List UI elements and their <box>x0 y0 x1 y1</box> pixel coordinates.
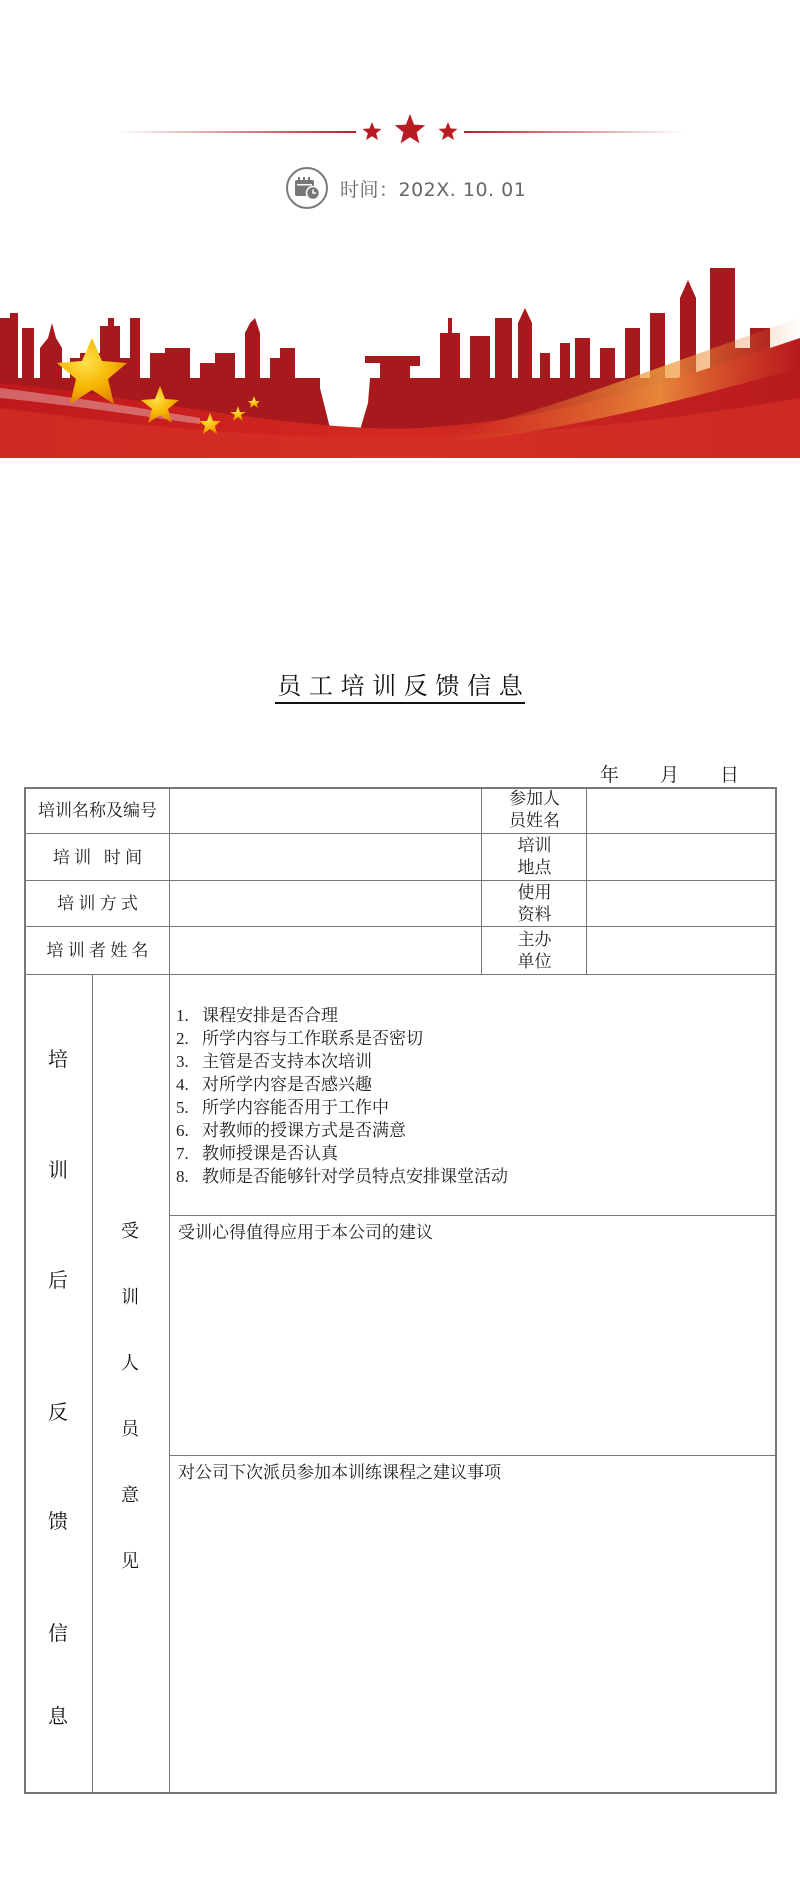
field-organizer[interactable] <box>588 928 775 974</box>
question-item <box>176 1004 508 1027</box>
row-divider <box>169 1455 777 1456</box>
ornament-line-left <box>118 131 356 133</box>
question-number: 3. <box>176 1052 189 1071</box>
suggestion-next-course-field[interactable] <box>171 1482 775 1792</box>
sub-label-char: 人 <box>121 1353 139 1374</box>
sub-label-char: 员 <box>121 1419 139 1440</box>
question-text: 主管是否支持本次培训 <box>202 1052 372 1071</box>
section-label-char: 培 <box>48 1047 68 1071</box>
question-text: 教师是否能够针对学员特点安排课堂活动 <box>202 1167 508 1186</box>
section-label-char: 息 <box>48 1704 68 1728</box>
section-label-char: 训 <box>48 1158 68 1182</box>
question-item <box>176 1027 508 1050</box>
field-training-location[interactable] <box>588 835 775 880</box>
field-trainer-name[interactable] <box>171 928 481 974</box>
suggestion-apply-field[interactable] <box>171 1242 775 1454</box>
skyline-banner <box>0 258 800 458</box>
question-text: 课程安排是否合理 <box>202 1006 338 1025</box>
label-line: 参加人 <box>509 789 560 808</box>
question-text: 所学内容与工作联系是否密切 <box>202 1029 423 1048</box>
document-title <box>0 666 800 701</box>
section-label-char: 后 <box>48 1268 68 1292</box>
sub-label-char: 见 <box>121 1551 139 1572</box>
star-small-right-icon <box>439 122 458 140</box>
date-fields <box>596 760 776 786</box>
col-divider <box>586 787 587 974</box>
label-line: 使用 <box>517 882 552 902</box>
label-line: 地点 <box>517 858 552 877</box>
question-text: 对所学内容是否感兴趣 <box>202 1075 372 1094</box>
date-day-label: 日 <box>720 765 740 786</box>
question-item <box>176 1142 508 1165</box>
label-organizer <box>483 927 586 974</box>
label-training-name: 培训名称及编号 <box>38 801 157 820</box>
question-number: 1. <box>176 1006 189 1025</box>
label-line: 员姓名 <box>509 811 560 830</box>
sub-label-char: 意 <box>121 1485 139 1506</box>
question-text: 所学内容能否用于工作中 <box>202 1098 389 1117</box>
question-item <box>176 1050 508 1073</box>
label-line: 单位 <box>517 951 552 971</box>
row-divider <box>24 974 777 975</box>
row-divider <box>169 1215 777 1216</box>
ornament-line-right <box>464 131 684 133</box>
question-item <box>176 1073 508 1096</box>
field-materials-used[interactable] <box>588 882 775 926</box>
field-participant-name[interactable] <box>588 789 775 833</box>
question-number: 8. <box>176 1167 189 1186</box>
sub-label-char: 训 <box>121 1287 139 1308</box>
document-title-text: 员 工 培 训 反 馈 信 息 <box>275 672 524 704</box>
field-training-name[interactable] <box>171 789 481 833</box>
suggestion-apply-label: 受训心得值得应用于本公司的建议 <box>178 1223 433 1242</box>
question-item <box>176 1165 508 1188</box>
date-month-label: 月 <box>660 765 680 786</box>
field-training-time[interactable] <box>171 835 481 880</box>
label-line: 培训 <box>517 836 552 855</box>
date-year-label: 年 <box>600 765 620 786</box>
section-label-char: 馈 <box>48 1509 68 1533</box>
col-divider <box>169 787 170 1794</box>
row-divider <box>24 833 777 834</box>
star-large-center-icon <box>395 114 425 143</box>
calendar-clock-icon <box>286 167 328 209</box>
label-participant-name <box>483 787 586 833</box>
question-number: 2. <box>176 1029 189 1048</box>
question-item <box>176 1119 508 1142</box>
question-number: 5. <box>176 1098 189 1117</box>
question-item <box>176 1096 508 1119</box>
label-trainer-name: 培 训 者 姓 名 <box>46 941 149 960</box>
field-training-method[interactable] <box>171 882 481 926</box>
question-list <box>176 1004 508 1188</box>
star-ornament-icon <box>356 112 464 150</box>
question-number: 6. <box>176 1121 189 1140</box>
label-training-method: 培 训 方 式 <box>57 894 138 913</box>
label-line: 主办 <box>517 929 552 949</box>
question-text: 教师授课是否认真 <box>202 1144 338 1163</box>
col-divider <box>481 787 482 974</box>
header-date-text: 时间：202X. 10. 01 <box>340 178 527 201</box>
label-line: 资料 <box>517 904 552 924</box>
row-divider <box>24 926 777 927</box>
question-text: 对教师的授课方式是否满意 <box>202 1121 406 1140</box>
question-number: 4. <box>176 1075 189 1094</box>
header-date <box>286 166 526 210</box>
suggestion-next-course-label: 对公司下次派员参加本训练课程之建议事项 <box>178 1463 501 1482</box>
label-materials-used <box>483 881 586 926</box>
star-small-left-icon <box>363 122 382 140</box>
sub-label-char: 受 <box>121 1221 139 1242</box>
row-divider <box>24 880 777 881</box>
section-label-char: 反 <box>48 1400 68 1424</box>
section-label-char: 信 <box>48 1621 68 1645</box>
col-divider <box>92 974 93 1794</box>
label-training-time: 培 训 时 间 <box>52 847 143 867</box>
label-training-location <box>483 834 586 880</box>
question-number: 7. <box>176 1144 189 1163</box>
